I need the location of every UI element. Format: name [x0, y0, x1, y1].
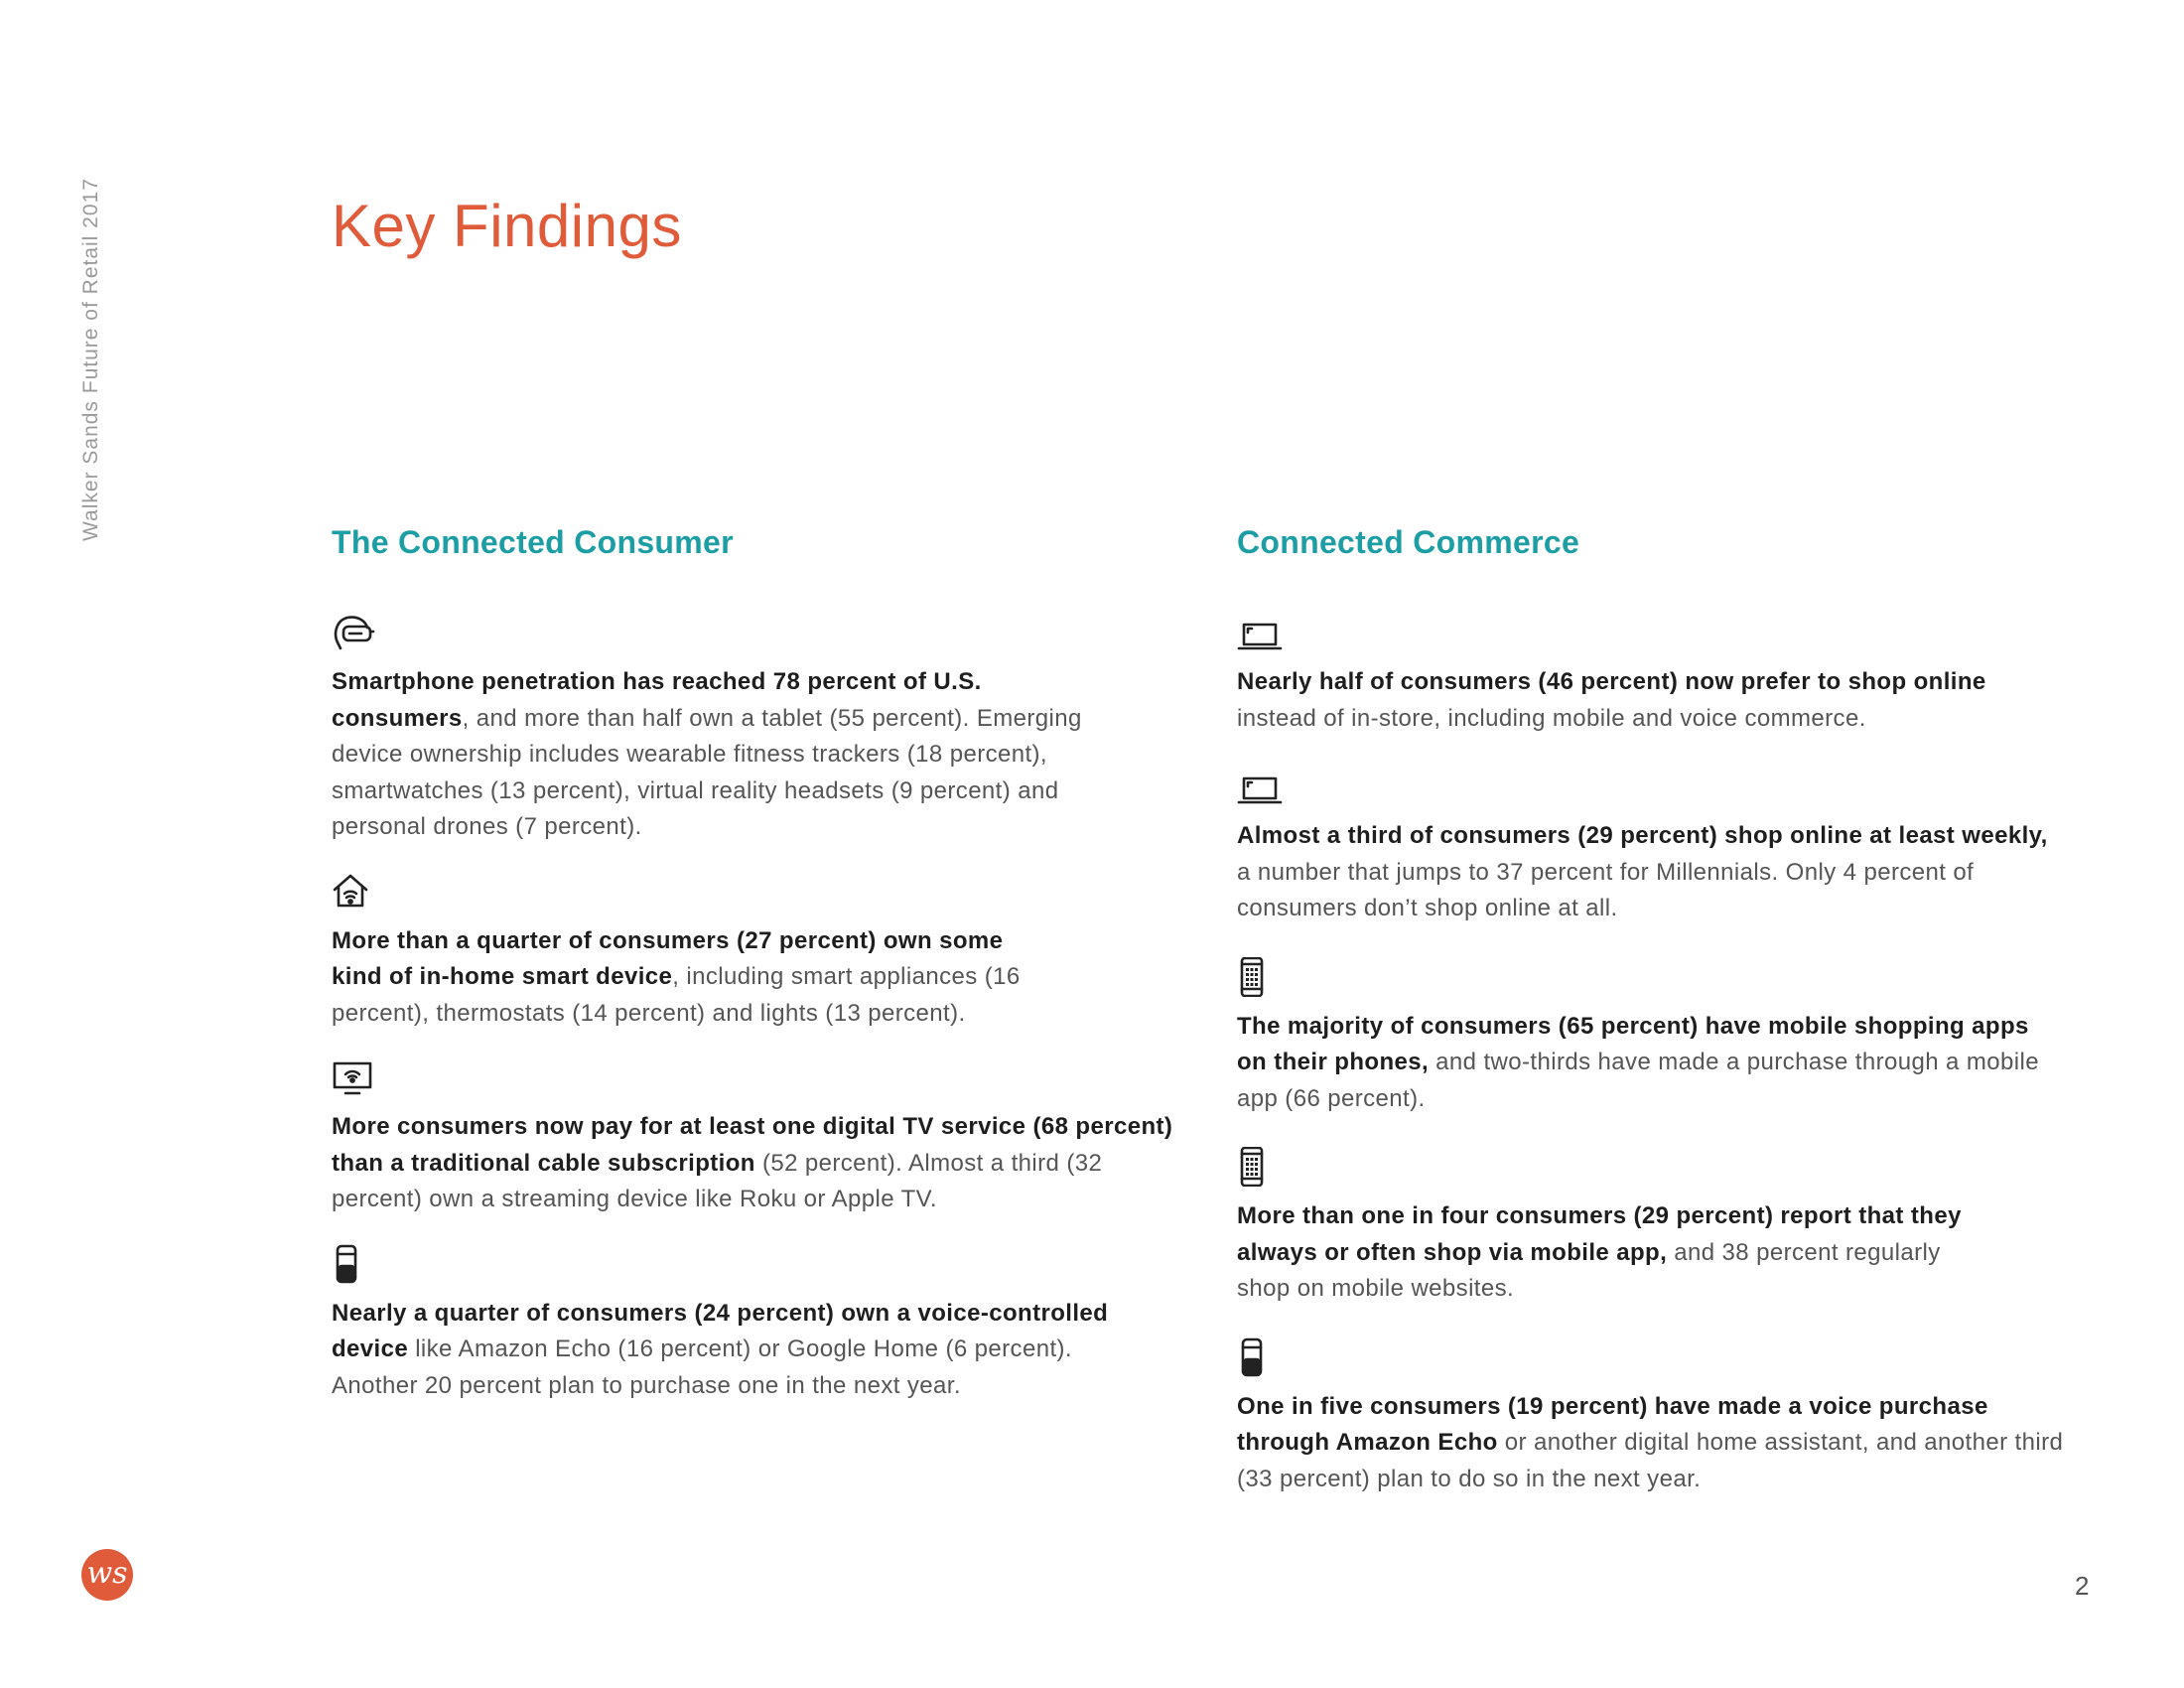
finding-text: [332, 664, 1086, 846]
smartphone-icon: [1237, 957, 2061, 997]
smartphone-icon: [1237, 1147, 1991, 1187]
finding-bold-text: Nearly half of consumers (46 percent) now prefer to shop online: [1237, 668, 1986, 695]
finding-bold-text: Almost a third of consumers (29 percent) shop online at least weekly,: [1237, 822, 2048, 849]
finding-item: [332, 872, 1046, 1033]
section-heading: Connected Commerce: [1237, 524, 1580, 560]
finding-body-text: (52 percent). Almost a third (32 percent) own a streaming device like Roku or Apple TV.: [332, 1149, 1103, 1212]
laptop-icon: [1237, 613, 2021, 652]
finding-item: [1237, 957, 2061, 1118]
finding-body-text: , and more than half own a tablet (55 percent). Emerging device ownership includes wearable fitness trackers (18 percent), smartwatches (13 percent), virtual reality headsets (9 percent) and personal drones (7 percent).: [332, 704, 1082, 840]
finding-item: [1237, 1147, 1991, 1308]
finding-text: [1237, 664, 2021, 737]
finding-text: [1237, 1198, 1991, 1308]
finding-text: [1237, 1389, 2071, 1498]
voice-speaker-icon: [332, 1244, 1126, 1284]
finding-bold-text: Smartphone penetration has reached 78 percent of U.S. consumers: [332, 668, 982, 732]
finding-item: [1237, 767, 2061, 927]
finding-bold-text: Nearly a quarter of consumers (24 percent) own a voice-controlled device: [332, 1299, 1109, 1362]
smart-home-icon: [332, 872, 1046, 912]
finding-item: [1237, 1337, 2071, 1498]
page-title: Key Findings: [332, 193, 682, 259]
finding-body-text: , including smart appliances (16 percent), thermostats (14 percent) and lights (13 percent).: [332, 963, 1021, 1027]
finding-body-text: and 38 percent regularly shop on mobile websites.: [1237, 1238, 1941, 1302]
finding-body-text: like Amazon Echo (16 percent) or Google Home (6 percent). Another 20 percent plan to purchase one in the next year.: [332, 1336, 1072, 1399]
finding-body-text: a number that jumps to 37 percent for Millennials. Only 4 percent of consumers don’t shop online at all.: [1237, 858, 1975, 921]
section-heading: The Connected Consumer: [332, 524, 734, 560]
finding-bold-text: More consumers now pay for at least one digital TV service (68 percent) than a traditional cable subscription: [332, 1113, 1173, 1177]
vr-headset-icon: [332, 613, 1086, 652]
finding-bold-text: More than one in four consumers (29 percent) report that they always or often shop via mobile app,: [1237, 1202, 1962, 1266]
finding-text: [1237, 818, 2061, 927]
finding-item: [1237, 613, 2021, 737]
walker-sands-logo: ws: [81, 1549, 133, 1601]
finding-text: [332, 1109, 1185, 1218]
finding-body-text: and two-thirds have made a purchase through a mobile app (66 percent).: [1237, 1049, 2039, 1112]
finding-item: [332, 1057, 1185, 1218]
finding-body-text: instead of in-store, including mobile and voice commerce.: [1237, 704, 1866, 732]
finding-bold-text: More than a quarter of consumers (27 percent) own some kind of in-home smart device: [332, 926, 1004, 990]
tv-icon: [332, 1057, 1185, 1097]
page-number: 2: [2075, 1571, 2090, 1601]
finding-text: [332, 923, 1046, 1033]
finding-text: [332, 1296, 1126, 1405]
finding-text: [1237, 1009, 2061, 1118]
laptop-icon: [1237, 767, 2061, 806]
report-side-title: Walker Sands Future of Retail 2017: [79, 178, 102, 541]
connected-commerce-column: [1237, 524, 2091, 1527]
finding-bold-text: The majority of consumers (65 percent) have mobile shopping apps on their phones,: [1237, 1012, 2029, 1075]
voice-speaker-icon: [1237, 1337, 2071, 1377]
finding-item: [332, 1244, 1126, 1405]
connected-consumer-column: [332, 524, 1185, 1430]
finding-bold-text: One in five consumers (19 percent) have made a voice purchase through Amazon Echo: [1237, 1392, 1988, 1456]
finding-item: [332, 613, 1086, 846]
finding-body-text: or another digital home assistant, and another third (33 percent) plan to do so in the next year.: [1237, 1429, 2064, 1492]
